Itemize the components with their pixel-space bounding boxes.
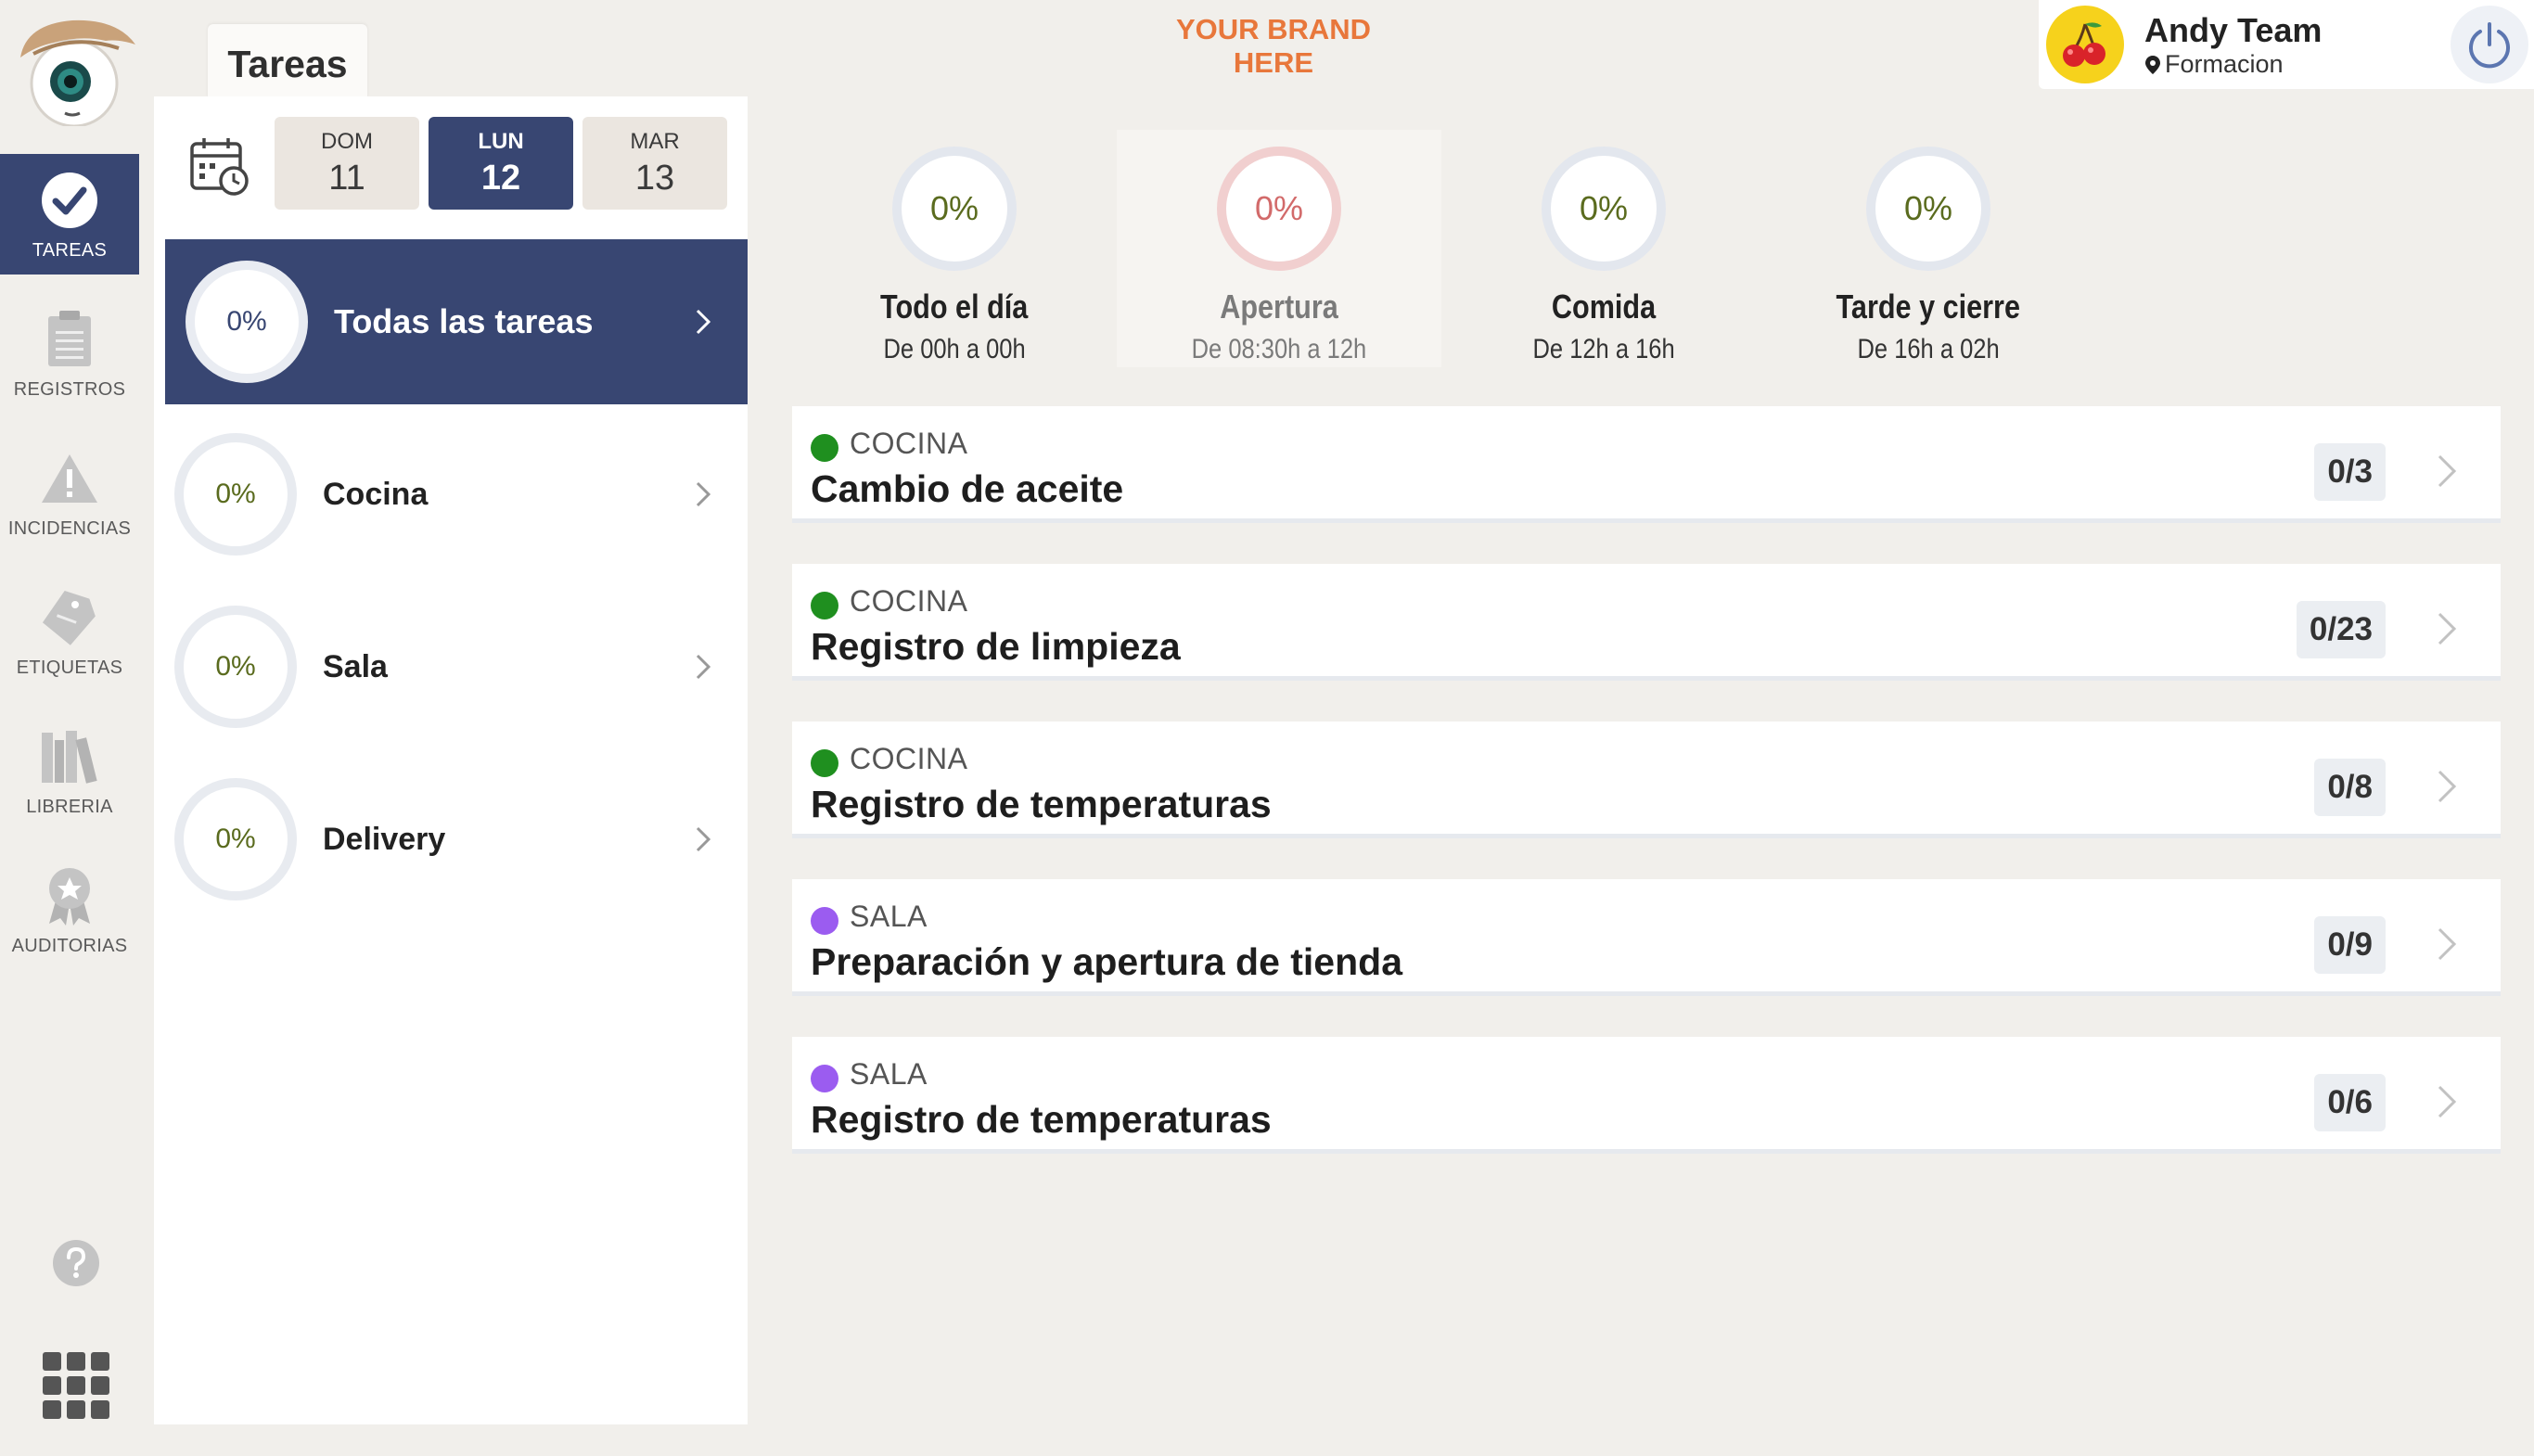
help-icon (52, 1239, 100, 1287)
task-name: Cambio de aceite (811, 467, 1124, 510)
nav-item-incidencias[interactable] (0, 432, 139, 553)
label-icon (42, 585, 97, 650)
task-name: Registro de limpieza (811, 625, 1181, 668)
task-card[interactable] (792, 406, 2501, 523)
task-area: COCINA (850, 584, 968, 618)
period-card-comida[interactable] (1441, 130, 1766, 367)
task-count-badge: 0/6 (2314, 1074, 2386, 1131)
period-progress-ring: 0% (892, 147, 1017, 271)
category-label: Sala (323, 648, 388, 684)
day-tab-number: 11 (328, 158, 365, 198)
period-time: De 08:30h a 12h (1191, 334, 1367, 364)
period-progress-ring: 0% (1542, 147, 1666, 271)
task-card[interactable] (792, 564, 2501, 681)
task-count-badge: 0/8 (2314, 759, 2386, 816)
user-card[interactable] (2039, 0, 2534, 89)
category-row-sala[interactable] (165, 584, 748, 749)
category-row-delivery[interactable] (165, 757, 748, 922)
nav-item-etiquetas[interactable] (0, 571, 139, 692)
checkmark-icon (40, 168, 99, 233)
nav-item-tareas[interactable] (0, 154, 139, 275)
user-name: Andy Team (2144, 11, 2323, 49)
category-label: Todas las tareas (334, 302, 594, 340)
apps-grid-icon (41, 1350, 111, 1421)
power-icon (2464, 19, 2515, 70)
nav-item-auditorias[interactable] (0, 849, 139, 970)
nav-item-registros[interactable] (0, 293, 139, 414)
app-logo (17, 17, 141, 126)
task-count-badge: 0/3 (2314, 443, 2386, 501)
nav-label-incidencias: INCIDENCIAS (7, 517, 132, 539)
clipboard-icon (46, 307, 93, 372)
task-area: SALA (850, 1057, 928, 1091)
task-area: SALA (850, 900, 928, 933)
task-area: COCINA (850, 427, 968, 460)
period-progress-ring: 0% (1217, 147, 1341, 271)
day-tab-dom[interactable] (275, 117, 419, 210)
nav-item-libreria[interactable] (0, 710, 139, 831)
period-title: Todo el día (880, 287, 1029, 326)
category-label: Delivery (323, 821, 446, 857)
books-icon (40, 724, 99, 789)
task-count-badge: 0/9 (2314, 916, 2386, 974)
period-card-apertura[interactable] (1117, 130, 1441, 367)
task-card[interactable] (792, 879, 2501, 996)
area-color-dot (811, 749, 838, 777)
day-tab-mar[interactable] (582, 117, 727, 210)
warning-icon (40, 446, 99, 511)
task-name: Registro de temperaturas (811, 1098, 1272, 1141)
period-time: De 16h a 02h (1857, 334, 2000, 364)
page-title-tab[interactable]: Tareas (208, 24, 367, 98)
cherry-icon (2046, 6, 2124, 83)
location-pin-icon (2144, 55, 2161, 75)
day-tab-number: 13 (634, 158, 675, 198)
nav-label-etiquetas: ETIQUETAS (16, 657, 123, 678)
category-row-todas[interactable] (165, 239, 748, 404)
chevron-right-icon (2430, 1083, 2464, 1120)
user-location (2144, 50, 2284, 79)
logout-button[interactable] (2451, 6, 2528, 83)
task-area: COCINA (850, 742, 968, 775)
period-progress-ring: 0% (1866, 147, 1990, 271)
nav-label-tareas: TAREAS (32, 239, 108, 261)
category-progress-ring: 0% (174, 433, 297, 556)
day-tab-dow: DOM (321, 128, 373, 154)
brand-placeholder (1132, 13, 1415, 80)
category-progress-ring: 0% (174, 778, 297, 900)
task-card[interactable] (792, 1037, 2501, 1154)
period-card-todo-el-dia[interactable] (792, 130, 1117, 367)
chevron-right-icon (2430, 926, 2464, 963)
main-nav (0, 154, 139, 989)
task-name: Registro de temperaturas (811, 783, 1272, 825)
period-title: Tarde y cierre (1836, 287, 2021, 326)
area-color-dot (811, 907, 838, 935)
category-row-cocina[interactable] (165, 412, 748, 577)
nav-label-libreria: LIBRERIA (26, 796, 113, 817)
task-count-badge: 0/23 (2297, 601, 2386, 658)
badge-icon (42, 863, 97, 928)
chevron-right-icon (2430, 453, 2464, 490)
nav-label-registros: REGISTROS (13, 378, 126, 400)
chevron-right-icon (2430, 768, 2464, 805)
nav-label-auditorias: AUDITORIAS (11, 935, 128, 956)
day-tab-dow: LUN (478, 128, 524, 154)
period-title: Comida (1551, 287, 1657, 326)
category-progress-ring: 0% (174, 606, 297, 728)
chevron-right-icon (685, 648, 722, 685)
category-progress-ring: 0% (186, 261, 308, 383)
brand-line-2: HERE (1233, 46, 1314, 79)
chevron-right-icon (685, 476, 722, 513)
task-card[interactable] (792, 722, 2501, 838)
calendar-icon[interactable] (189, 135, 250, 197)
eye-mascot-logo-icon (17, 17, 141, 126)
period-time: De 00h a 00h (883, 334, 1026, 364)
area-color-dot (811, 1065, 838, 1092)
help-button[interactable] (52, 1239, 100, 1287)
task-name: Preparación y apertura de tienda (811, 940, 1403, 983)
brand-line-1: YOUR BRAND (1175, 13, 1372, 45)
category-label: Cocina (323, 476, 429, 512)
period-card-tarde-y-cierre[interactable] (1766, 130, 2091, 367)
day-tab-number: 12 (480, 158, 521, 198)
user-location-label: Formacion (2165, 50, 2284, 78)
area-color-dot (811, 592, 838, 619)
period-title: Apertura (1220, 287, 1338, 326)
category-panel (154, 96, 748, 1424)
chevron-right-icon (2430, 610, 2464, 647)
day-tab-dow: MAR (630, 128, 680, 154)
day-tab-lun[interactable] (429, 117, 573, 210)
chevron-right-icon (685, 821, 722, 858)
period-time: De 12h a 16h (1532, 334, 1675, 364)
apps-button[interactable] (41, 1350, 111, 1421)
chevron-right-icon (685, 303, 722, 340)
area-color-dot (811, 434, 838, 462)
